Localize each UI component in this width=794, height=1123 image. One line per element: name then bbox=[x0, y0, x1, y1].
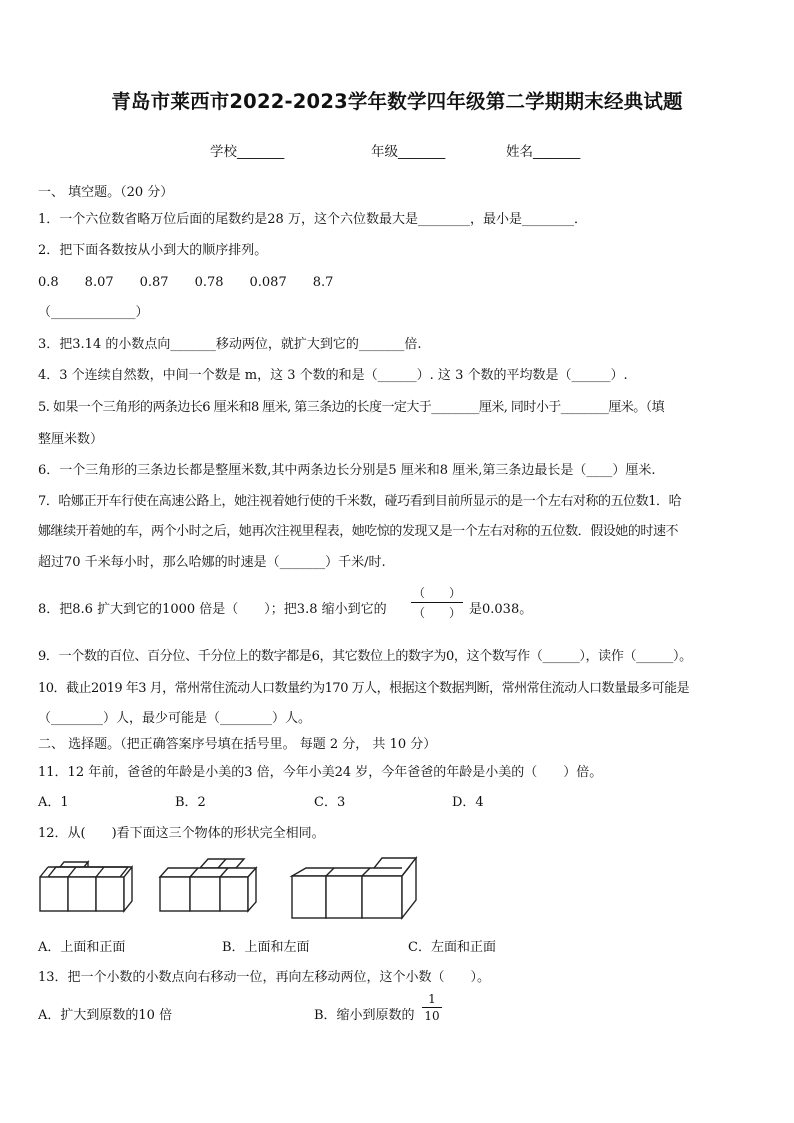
question-13-option-b[interactable]: B．缩小到原数的 bbox=[314, 1008, 415, 1023]
question-2: 2．把下面各数按从小到大的顺序排列。 bbox=[38, 243, 268, 258]
question-13-fraction bbox=[422, 992, 442, 1023]
question-6: 6．一个三角形的三条边长都是整厘米数,其中两条边长分别是5 厘米和8 厘米,第三条边最长是（____）厘米. bbox=[38, 463, 656, 478]
page-title: 青岛市莱西市2022-2023学年数学四年级第二学期期末经典试题 bbox=[111, 90, 683, 113]
question-11: 11．12 年前，爸爸的年龄是小美的3 倍，今年小美24 岁，今年爸爸的年龄是小美的（ ）倍。 bbox=[38, 765, 603, 780]
question-10-line-2: （________）人，最少可能是（________）人。 bbox=[38, 711, 312, 726]
cube-front-face bbox=[160, 877, 190, 911]
question-11-option-a[interactable]: A．1 bbox=[38, 795, 69, 810]
cube-front-face bbox=[40, 877, 68, 911]
question-7-line-1: 7．哈娜正开车行使在高速公路上，她注视着她行使的千米数，碰巧看到目前所显示的是一个左右对称的五位数1．哈 bbox=[38, 494, 682, 509]
fraction-denominator: （ ） bbox=[412, 606, 461, 620]
question-2-numbers: 0.8 8.07 0.87 0.78 0.087 8.7 bbox=[38, 275, 334, 290]
question-7-line-2: 娜继续开着她的车，两个小时之后，她再次注视里程表，她吃惊的发现又是一个左右对称的五位数．假设她的时速不 bbox=[38, 524, 679, 539]
grade-field: 年级_______ bbox=[371, 144, 446, 160]
question-3: 3．把3.14 的小数点向_______移动两位，就扩大到它的_______倍. bbox=[38, 337, 422, 352]
cube-front-face bbox=[190, 877, 220, 911]
question-2-answer: （_____________） bbox=[38, 305, 149, 320]
section-2-heading: 二、 选择题。（把正确答案序号填在括号里。 每题 2 分， 共 10 分） bbox=[38, 737, 437, 752]
cube-figure-1 bbox=[36, 858, 136, 916]
question-12-option-a[interactable]: A．上面和正面 bbox=[38, 940, 126, 955]
question-9: 9．一个数的百位、百分位、千分位上的数字都是6，其它数位上的数字为0，这个数写作（______），读作（______）。 bbox=[38, 649, 692, 664]
section-1-heading: 一、 填空题。（20 分） bbox=[38, 185, 174, 200]
cube-top-face bbox=[48, 867, 128, 877]
cube-front-face bbox=[292, 876, 326, 918]
cube-figure-2 bbox=[156, 856, 266, 916]
cube-edge bbox=[40, 867, 48, 877]
cube-side-face bbox=[124, 867, 132, 911]
question-5-line-2: 整厘米数） bbox=[38, 432, 104, 447]
question-12: 12．从( )看下面这三个物体的形状完全相同。 bbox=[38, 826, 325, 841]
fraction-bar bbox=[422, 1007, 442, 1008]
question-13-option-a[interactable]: A．扩大到原数的10 倍 bbox=[38, 1008, 173, 1023]
question-7-line-3: 超过70 千米每小时，那么哈娜的时速是（_______）千米/时. bbox=[38, 555, 386, 570]
fraction-numerator: 1 bbox=[428, 992, 436, 1006]
fraction-bar bbox=[411, 602, 463, 603]
question-8-part-1: 8．把8.6 扩大到它的1000 倍是（ ）；把3.8 缩小到它的 bbox=[38, 602, 387, 617]
question-8-fraction bbox=[411, 584, 463, 621]
cube-figure-3 bbox=[288, 852, 424, 924]
question-11-option-b[interactable]: B．2 bbox=[175, 795, 206, 810]
question-4: 4．3 个连续自然数，中间一个数是 m，这 3 个数的和是（______）. 这 3 个数的平均数是（______）. bbox=[38, 368, 628, 383]
cube-front-face bbox=[220, 877, 248, 911]
question-12-option-c[interactable]: C．左面和正面 bbox=[408, 940, 496, 955]
fraction-denominator: 10 bbox=[424, 1009, 440, 1023]
cube-top-face bbox=[160, 868, 256, 877]
name-field: 姓名_______ bbox=[506, 144, 581, 160]
cube-front-face bbox=[326, 876, 362, 918]
question-13: 13．把一个小数的小数点向右移动一位，再向左移动两位，这个小数（ ）。 bbox=[38, 970, 491, 985]
question-8-part-2: 是0.038。 bbox=[469, 602, 533, 617]
cube-top-face bbox=[292, 858, 416, 876]
fraction-numerator: （ ） bbox=[412, 586, 461, 600]
question-5-line-1: 5. 如果一个三角形的两条边长6 厘米和8 厘米, 第三条边的长度一定大于________厘米, 同时小于________厘米。（填 bbox=[38, 400, 665, 415]
cube-front-face bbox=[68, 877, 96, 911]
question-1: 1．一个六位数省略万位后面的尾数约是28 万，这个六位数最大是________，最小是________． bbox=[38, 212, 587, 227]
cube-front-face bbox=[96, 877, 124, 911]
question-10-line-1: 10．截止2019 年3 月，常州常住流动人口数量约为170 万人，根据这个数据判断，常州常住流动人口数量最多可能是 bbox=[38, 681, 690, 696]
question-12-option-b[interactable]: B．上面和左面 bbox=[222, 940, 310, 955]
question-11-option-c[interactable]: C．3 bbox=[314, 795, 346, 810]
question-11-option-d[interactable]: D．4 bbox=[452, 795, 484, 810]
school-field: 学校_______ bbox=[210, 144, 285, 160]
cube-front-face bbox=[362, 876, 402, 918]
